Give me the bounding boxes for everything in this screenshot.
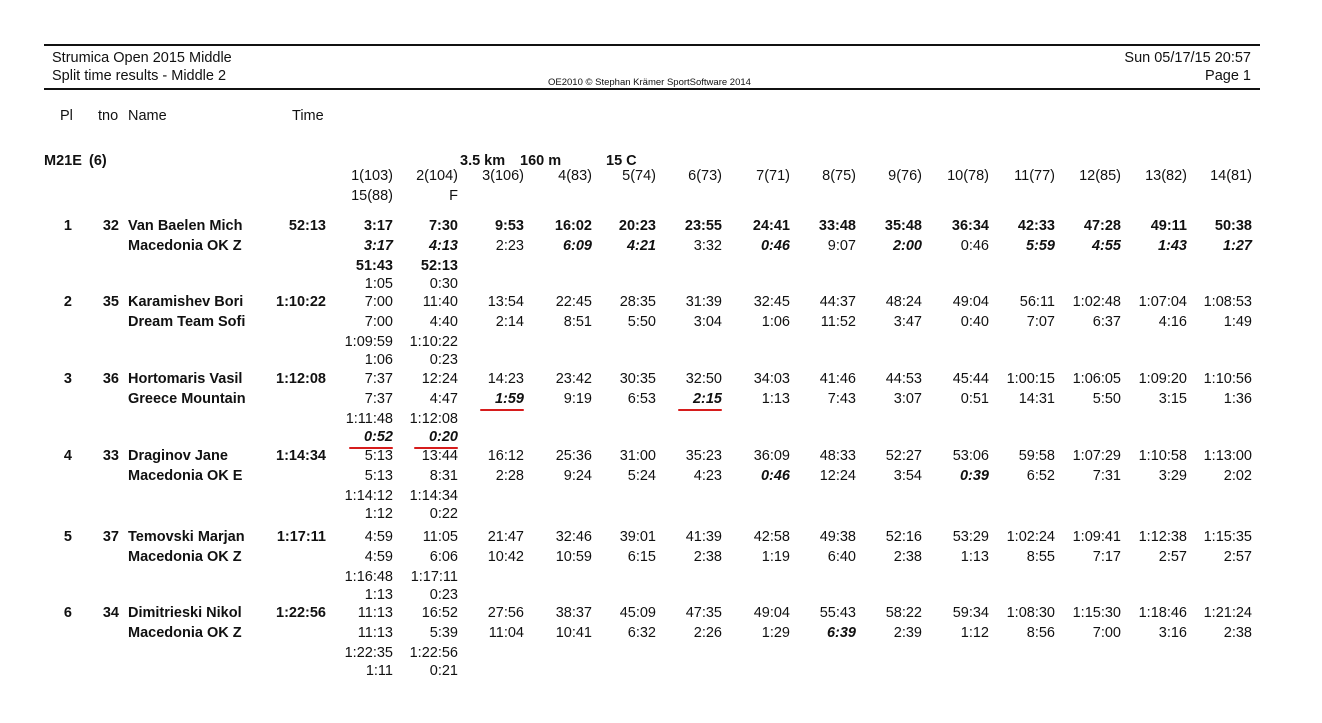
split-cumulative: 42:58 <box>753 529 790 545</box>
split-leg: 4:40 <box>429 314 458 330</box>
split-cumulative: 11:05 <box>422 529 458 545</box>
split-leg: 4:55 <box>1091 238 1121 254</box>
split-cumulative: 1:16:48 <box>344 569 393 585</box>
split-cumulative: 49:11 <box>1150 218 1187 234</box>
split-cumulative: 12:24 <box>421 371 458 387</box>
split-cumulative: 9:53 <box>494 218 524 234</box>
control-heading: 11(77) <box>1014 168 1055 184</box>
split-cumulative: 1:15:35 <box>1203 529 1252 545</box>
split-leg: 2:00 <box>892 238 922 254</box>
split-leg: 0:23 <box>429 352 458 368</box>
split-cumulative: 53:06 <box>952 448 989 464</box>
split-leg: 1:12 <box>364 506 393 522</box>
control-heading: 4(83) <box>558 168 592 184</box>
split-cumulative: 1:11:48 <box>345 411 393 427</box>
split-cumulative: 1:14:12 <box>344 488 393 504</box>
control-heading: 12(85) <box>1079 168 1121 184</box>
control-heading: 1(103) <box>351 168 393 184</box>
control-heading: 3(106) <box>482 168 524 184</box>
runner-club: Greece Mountain <box>128 391 246 407</box>
runner-name: Hortomaris Vasil <box>128 371 243 387</box>
split-cumulative: 1:10:56 <box>1203 371 1252 387</box>
split-cumulative: 39:01 <box>619 529 656 545</box>
split-leg: 2:57 <box>1223 549 1252 565</box>
runner-club: Macedonia OK Z <box>128 549 242 565</box>
result-time: 1:22:56 <box>276 605 326 621</box>
split-cumulative: 11:13 <box>357 605 393 621</box>
split-cumulative: 52:16 <box>885 529 922 545</box>
split-leg: 3:15 <box>1158 391 1187 407</box>
split-leg: 5:24 <box>627 468 656 484</box>
page-number: Page 1 <box>1205 68 1251 84</box>
split-leg: 11:52 <box>820 314 856 330</box>
split-leg: 1:12 <box>960 625 989 641</box>
split-leg: 5:50 <box>627 314 656 330</box>
split-leg: 4:21 <box>626 238 656 254</box>
split-cumulative: 3:17 <box>363 218 393 234</box>
split-cumulative: 41:39 <box>685 529 722 545</box>
split-leg: 2:57 <box>1158 549 1187 565</box>
split-cumulative: 23:42 <box>555 371 592 387</box>
split-leg: 0:46 <box>760 468 790 484</box>
split-cumulative: 16:02 <box>554 218 592 234</box>
split-cumulative: 1:08:53 <box>1203 294 1252 310</box>
split-cumulative: 7:00 <box>364 294 393 310</box>
split-cumulative: 1:10:22 <box>409 334 458 350</box>
split-leg: 4:23 <box>693 468 722 484</box>
result-place: 4 <box>63 448 72 464</box>
split-cumulative: 41:46 <box>819 371 856 387</box>
split-leg: 6:06 <box>429 549 458 565</box>
result-place: 5 <box>63 529 72 545</box>
split-leg: 2:23 <box>495 238 524 254</box>
result-time: 1:17:11 <box>276 529 326 545</box>
control-heading: 13(82) <box>1145 168 1187 184</box>
result-tno: 36 <box>102 371 119 387</box>
split-cumulative: 1:13:00 <box>1203 448 1252 464</box>
split-cumulative: 27:56 <box>487 605 524 621</box>
split-leg: 4:47 <box>429 391 458 407</box>
control-heading: 6(73) <box>688 168 722 184</box>
result-tno: 33 <box>102 448 119 464</box>
control-heading: 10(78) <box>947 168 989 184</box>
split-cumulative: 31:00 <box>619 448 656 464</box>
split-cumulative: 59:34 <box>952 605 989 621</box>
control-heading: 7(71) <box>756 168 790 184</box>
result-time: 52:13 <box>288 218 326 234</box>
split-leg: 7:07 <box>1026 314 1055 330</box>
split-leg: 0:51 <box>960 391 989 407</box>
split-leg: 8:55 <box>1026 549 1055 565</box>
split-leg: 1:27 <box>1222 238 1252 254</box>
split-cumulative: 22:45 <box>555 294 592 310</box>
split-cumulative: 13:44 <box>421 448 458 464</box>
split-cumulative: 32:50 <box>685 371 722 387</box>
control-heading: 5(74) <box>622 168 656 184</box>
course-controls: 15 C <box>606 153 637 169</box>
split-cumulative: 1:15:30 <box>1072 605 1121 621</box>
split-leg: 2:38 <box>1223 625 1252 641</box>
runner-name: Draginov Jane <box>128 448 228 464</box>
split-leg: 9:07 <box>827 238 856 254</box>
report-datetime: Sun 05/17/15 20:57 <box>1124 50 1251 66</box>
split-cumulative: 7:30 <box>428 218 458 234</box>
split-leg: 0:21 <box>429 663 458 679</box>
control-heading: 9(76) <box>888 168 922 184</box>
split-cumulative: 59:58 <box>1018 448 1055 464</box>
result-tno: 35 <box>102 294 119 310</box>
split-leg: 10:41 <box>555 625 592 641</box>
split-cumulative: 47:28 <box>1083 218 1121 234</box>
split-cumulative: 48:33 <box>819 448 856 464</box>
result-tno: 37 <box>102 529 119 545</box>
split-leg: 10:59 <box>555 549 592 565</box>
split-cumulative: 55:43 <box>819 605 856 621</box>
split-cumulative: 44:37 <box>819 294 856 310</box>
split-cumulative: 34:03 <box>753 371 790 387</box>
split-leg: 3:29 <box>1158 468 1187 484</box>
split-leg: 3:54 <box>893 468 922 484</box>
split-leg: 6:40 <box>827 549 856 565</box>
split-cumulative: 1:00:15 <box>1006 371 1055 387</box>
split-leg: 0:22 <box>429 506 458 522</box>
course-length: 3.5 km <box>460 153 506 169</box>
split-cumulative: 1:12:08 <box>409 411 458 427</box>
course-climb: 160 m <box>520 153 562 169</box>
best-leg-underline <box>678 409 722 411</box>
split-leg: 5:50 <box>1092 391 1121 407</box>
split-cumulative: 49:38 <box>819 529 856 545</box>
split-cumulative: 50:38 <box>1214 218 1252 234</box>
split-cumulative: 1:18:46 <box>1138 605 1187 621</box>
split-leg: 7:17 <box>1092 549 1121 565</box>
split-cumulative: 48:24 <box>885 294 922 310</box>
split-leg: 6:32 <box>627 625 656 641</box>
split-leg: 0:52 <box>363 429 393 445</box>
split-leg: 7:43 <box>827 391 856 407</box>
split-cumulative: 1:09:20 <box>1138 371 1187 387</box>
split-leg: 0:46 <box>760 238 790 254</box>
split-leg: 0:39 <box>959 468 989 484</box>
split-cumulative: 30:35 <box>619 371 656 387</box>
split-leg: 8:56 <box>1026 625 1055 641</box>
split-cumulative: 1:12:38 <box>1138 529 1187 545</box>
split-cumulative: 36:34 <box>951 218 989 234</box>
result-time: 1:12:08 <box>276 371 326 387</box>
result-time: 1:10:22 <box>276 294 326 310</box>
split-leg: 7:37 <box>364 391 393 407</box>
runner-name: Dimitrieski Nikol <box>128 605 242 621</box>
split-leg: 6:52 <box>1026 468 1055 484</box>
column-heading-place: Pl <box>60 108 73 124</box>
split-leg: 6:53 <box>627 391 656 407</box>
split-cumulative: 1:07:04 <box>1138 294 1187 310</box>
split-leg: 5:13 <box>364 468 393 484</box>
split-cumulative: 14:23 <box>487 371 524 387</box>
result-place: 1 <box>63 218 72 234</box>
split-cumulative: 1:21:24 <box>1203 605 1252 621</box>
result-place: 2 <box>63 294 72 310</box>
split-leg: 2:15 <box>692 391 722 407</box>
split-cumulative: 31:39 <box>685 294 722 310</box>
header-top-rule <box>44 44 1260 46</box>
split-leg: 0:46 <box>960 238 989 254</box>
split-cumulative: 21:47 <box>487 529 524 545</box>
split-leg: 5:59 <box>1025 238 1055 254</box>
runner-club: Dream Team Sofi <box>128 314 246 330</box>
split-leg: 10:42 <box>487 549 524 565</box>
split-leg: 1:13 <box>761 391 790 407</box>
split-cumulative: 1:09:41 <box>1072 529 1121 545</box>
split-cumulative: 1:22:56 <box>409 645 458 661</box>
runner-club: Macedonia OK E <box>128 468 243 484</box>
split-cumulative: 7:37 <box>364 371 393 387</box>
split-leg: 1:06 <box>364 352 393 368</box>
split-leg: 0:20 <box>428 429 458 445</box>
split-cumulative: 16:12 <box>487 448 524 464</box>
result-time: 1:14:34 <box>276 448 326 464</box>
split-cumulative: 45:44 <box>952 371 989 387</box>
split-leg: 2:39 <box>893 625 922 641</box>
runner-club: Macedonia OK Z <box>128 238 242 254</box>
runner-name: Karamishev Bori <box>128 294 244 310</box>
split-leg: 4:59 <box>364 549 393 565</box>
column-heading-name: Name <box>128 108 167 124</box>
split-cumulative: 1:02:24 <box>1006 529 1055 545</box>
column-heading-tno: tno <box>98 108 119 124</box>
split-cumulative: 58:22 <box>885 605 922 621</box>
split-leg: 1:29 <box>761 625 790 641</box>
split-leg: 1:13 <box>960 549 989 565</box>
split-cumulative: 35:23 <box>685 448 722 464</box>
split-leg: 1:59 <box>494 391 524 407</box>
split-leg: 12:24 <box>819 468 856 484</box>
split-leg: 1:43 <box>1157 238 1187 254</box>
split-cumulative: 49:04 <box>753 605 790 621</box>
split-leg: 1:19 <box>761 549 790 565</box>
split-leg: 3:04 <box>693 314 722 330</box>
split-cumulative: 25:36 <box>555 448 592 464</box>
split-leg: 6:09 <box>562 238 592 254</box>
split-leg: 0:23 <box>429 587 458 603</box>
split-cumulative: 5:13 <box>364 448 393 464</box>
split-leg: 3:47 <box>893 314 922 330</box>
software-credit: OE2010 © Stephan Krämer SportSoftware 2014 <box>548 77 751 88</box>
split-cumulative: 47:35 <box>685 605 722 621</box>
split-cumulative: 32:46 <box>555 529 592 545</box>
header-bottom-rule <box>44 88 1260 90</box>
split-leg: 2:14 <box>495 314 524 330</box>
split-cumulative: 4:59 <box>364 529 393 545</box>
best-leg-underline <box>480 409 524 411</box>
split-leg: 1:49 <box>1223 314 1252 330</box>
split-leg: 3:32 <box>693 238 722 254</box>
split-leg: 3:07 <box>893 391 922 407</box>
split-cumulative: 49:04 <box>952 294 989 310</box>
split-leg: 6:15 <box>627 549 656 565</box>
split-cumulative: 1:10:58 <box>1138 448 1187 464</box>
split-leg: 4:13 <box>428 238 458 254</box>
split-leg: 2:28 <box>495 468 524 484</box>
split-cumulative: 24:41 <box>752 218 790 234</box>
split-leg: 8:51 <box>563 314 592 330</box>
event-title: Strumica Open 2015 Middle <box>52 50 232 66</box>
result-place: 3 <box>63 371 72 387</box>
split-leg: 7:00 <box>1092 625 1121 641</box>
split-cumulative: 1:22:35 <box>344 645 393 661</box>
control-heading: 15(88) <box>351 188 393 204</box>
split-leg: 0:30 <box>429 276 458 292</box>
control-heading: 2(104) <box>416 168 458 184</box>
split-leg: 8:31 <box>429 468 458 484</box>
split-leg: 0:40 <box>960 314 989 330</box>
split-leg: 7:00 <box>364 314 393 330</box>
split-leg: 7:31 <box>1092 468 1121 484</box>
split-cumulative: 1:02:48 <box>1072 294 1121 310</box>
split-cumulative: 42:33 <box>1017 218 1055 234</box>
split-leg: 2:02 <box>1223 468 1252 484</box>
split-cumulative: 20:23 <box>618 218 656 234</box>
runner-name: Temovski Marjan <box>128 529 245 545</box>
control-heading: F <box>449 188 458 204</box>
split-cumulative: 1:09:59 <box>344 334 393 350</box>
split-leg: 2:38 <box>893 549 922 565</box>
split-cumulative: 1:17:11 <box>410 569 458 585</box>
split-cumulative: 16:52 <box>421 605 458 621</box>
split-leg: 2:38 <box>693 549 722 565</box>
split-cumulative: 44:53 <box>885 371 922 387</box>
split-leg: 11:13 <box>357 625 393 641</box>
split-leg: 9:24 <box>563 468 592 484</box>
result-place: 6 <box>63 605 72 621</box>
split-cumulative: 38:37 <box>555 605 592 621</box>
split-leg: 6:39 <box>826 625 856 641</box>
split-cumulative: 32:45 <box>753 294 790 310</box>
split-cumulative: 1:07:29 <box>1072 448 1121 464</box>
class-label: M21E <box>44 153 82 169</box>
split-leg: 6:37 <box>1092 314 1121 330</box>
split-cumulative: 45:09 <box>619 605 656 621</box>
split-leg: 3:16 <box>1158 625 1187 641</box>
split-leg: 5:39 <box>429 625 458 641</box>
split-cumulative: 51:43 <box>355 258 393 274</box>
split-cumulative: 56:11 <box>1019 294 1055 310</box>
split-cumulative: 52:27 <box>885 448 922 464</box>
split-leg: 1:11 <box>365 663 393 679</box>
split-cumulative: 1:08:30 <box>1006 605 1055 621</box>
split-cumulative: 11:40 <box>422 294 458 310</box>
split-leg: 1:05 <box>364 276 393 292</box>
split-leg: 1:06 <box>761 314 790 330</box>
split-cumulative: 53:29 <box>952 529 989 545</box>
split-leg: 9:19 <box>563 391 592 407</box>
control-heading: 8(75) <box>822 168 856 184</box>
split-cumulative: 52:13 <box>420 258 458 274</box>
split-leg: 1:36 <box>1223 391 1252 407</box>
split-cumulative: 1:06:05 <box>1072 371 1121 387</box>
report-subtitle: Split time results - Middle 2 <box>52 68 227 84</box>
class-count: (6) <box>89 153 107 169</box>
split-cumulative: 23:55 <box>684 218 722 234</box>
split-leg: 11:04 <box>488 625 524 641</box>
result-tno: 34 <box>102 605 119 621</box>
split-leg: 2:26 <box>693 625 722 641</box>
runner-name: Van Baelen Mich <box>128 218 243 234</box>
split-cumulative: 35:48 <box>884 218 922 234</box>
control-heading: 14(81) <box>1210 168 1252 184</box>
split-cumulative: 28:35 <box>619 294 656 310</box>
split-leg: 3:17 <box>363 238 393 254</box>
split-leg: 4:16 <box>1158 314 1187 330</box>
runner-club: Macedonia OK Z <box>128 625 242 641</box>
split-leg: 14:31 <box>1018 391 1055 407</box>
split-cumulative: 36:09 <box>753 448 790 464</box>
split-leg: 1:13 <box>364 587 393 603</box>
split-cumulative: 1:14:34 <box>409 488 458 504</box>
result-tno: 32 <box>102 218 119 234</box>
column-heading-time: Time <box>292 108 324 124</box>
split-cumulative: 13:54 <box>487 294 524 310</box>
split-cumulative: 33:48 <box>818 218 856 234</box>
